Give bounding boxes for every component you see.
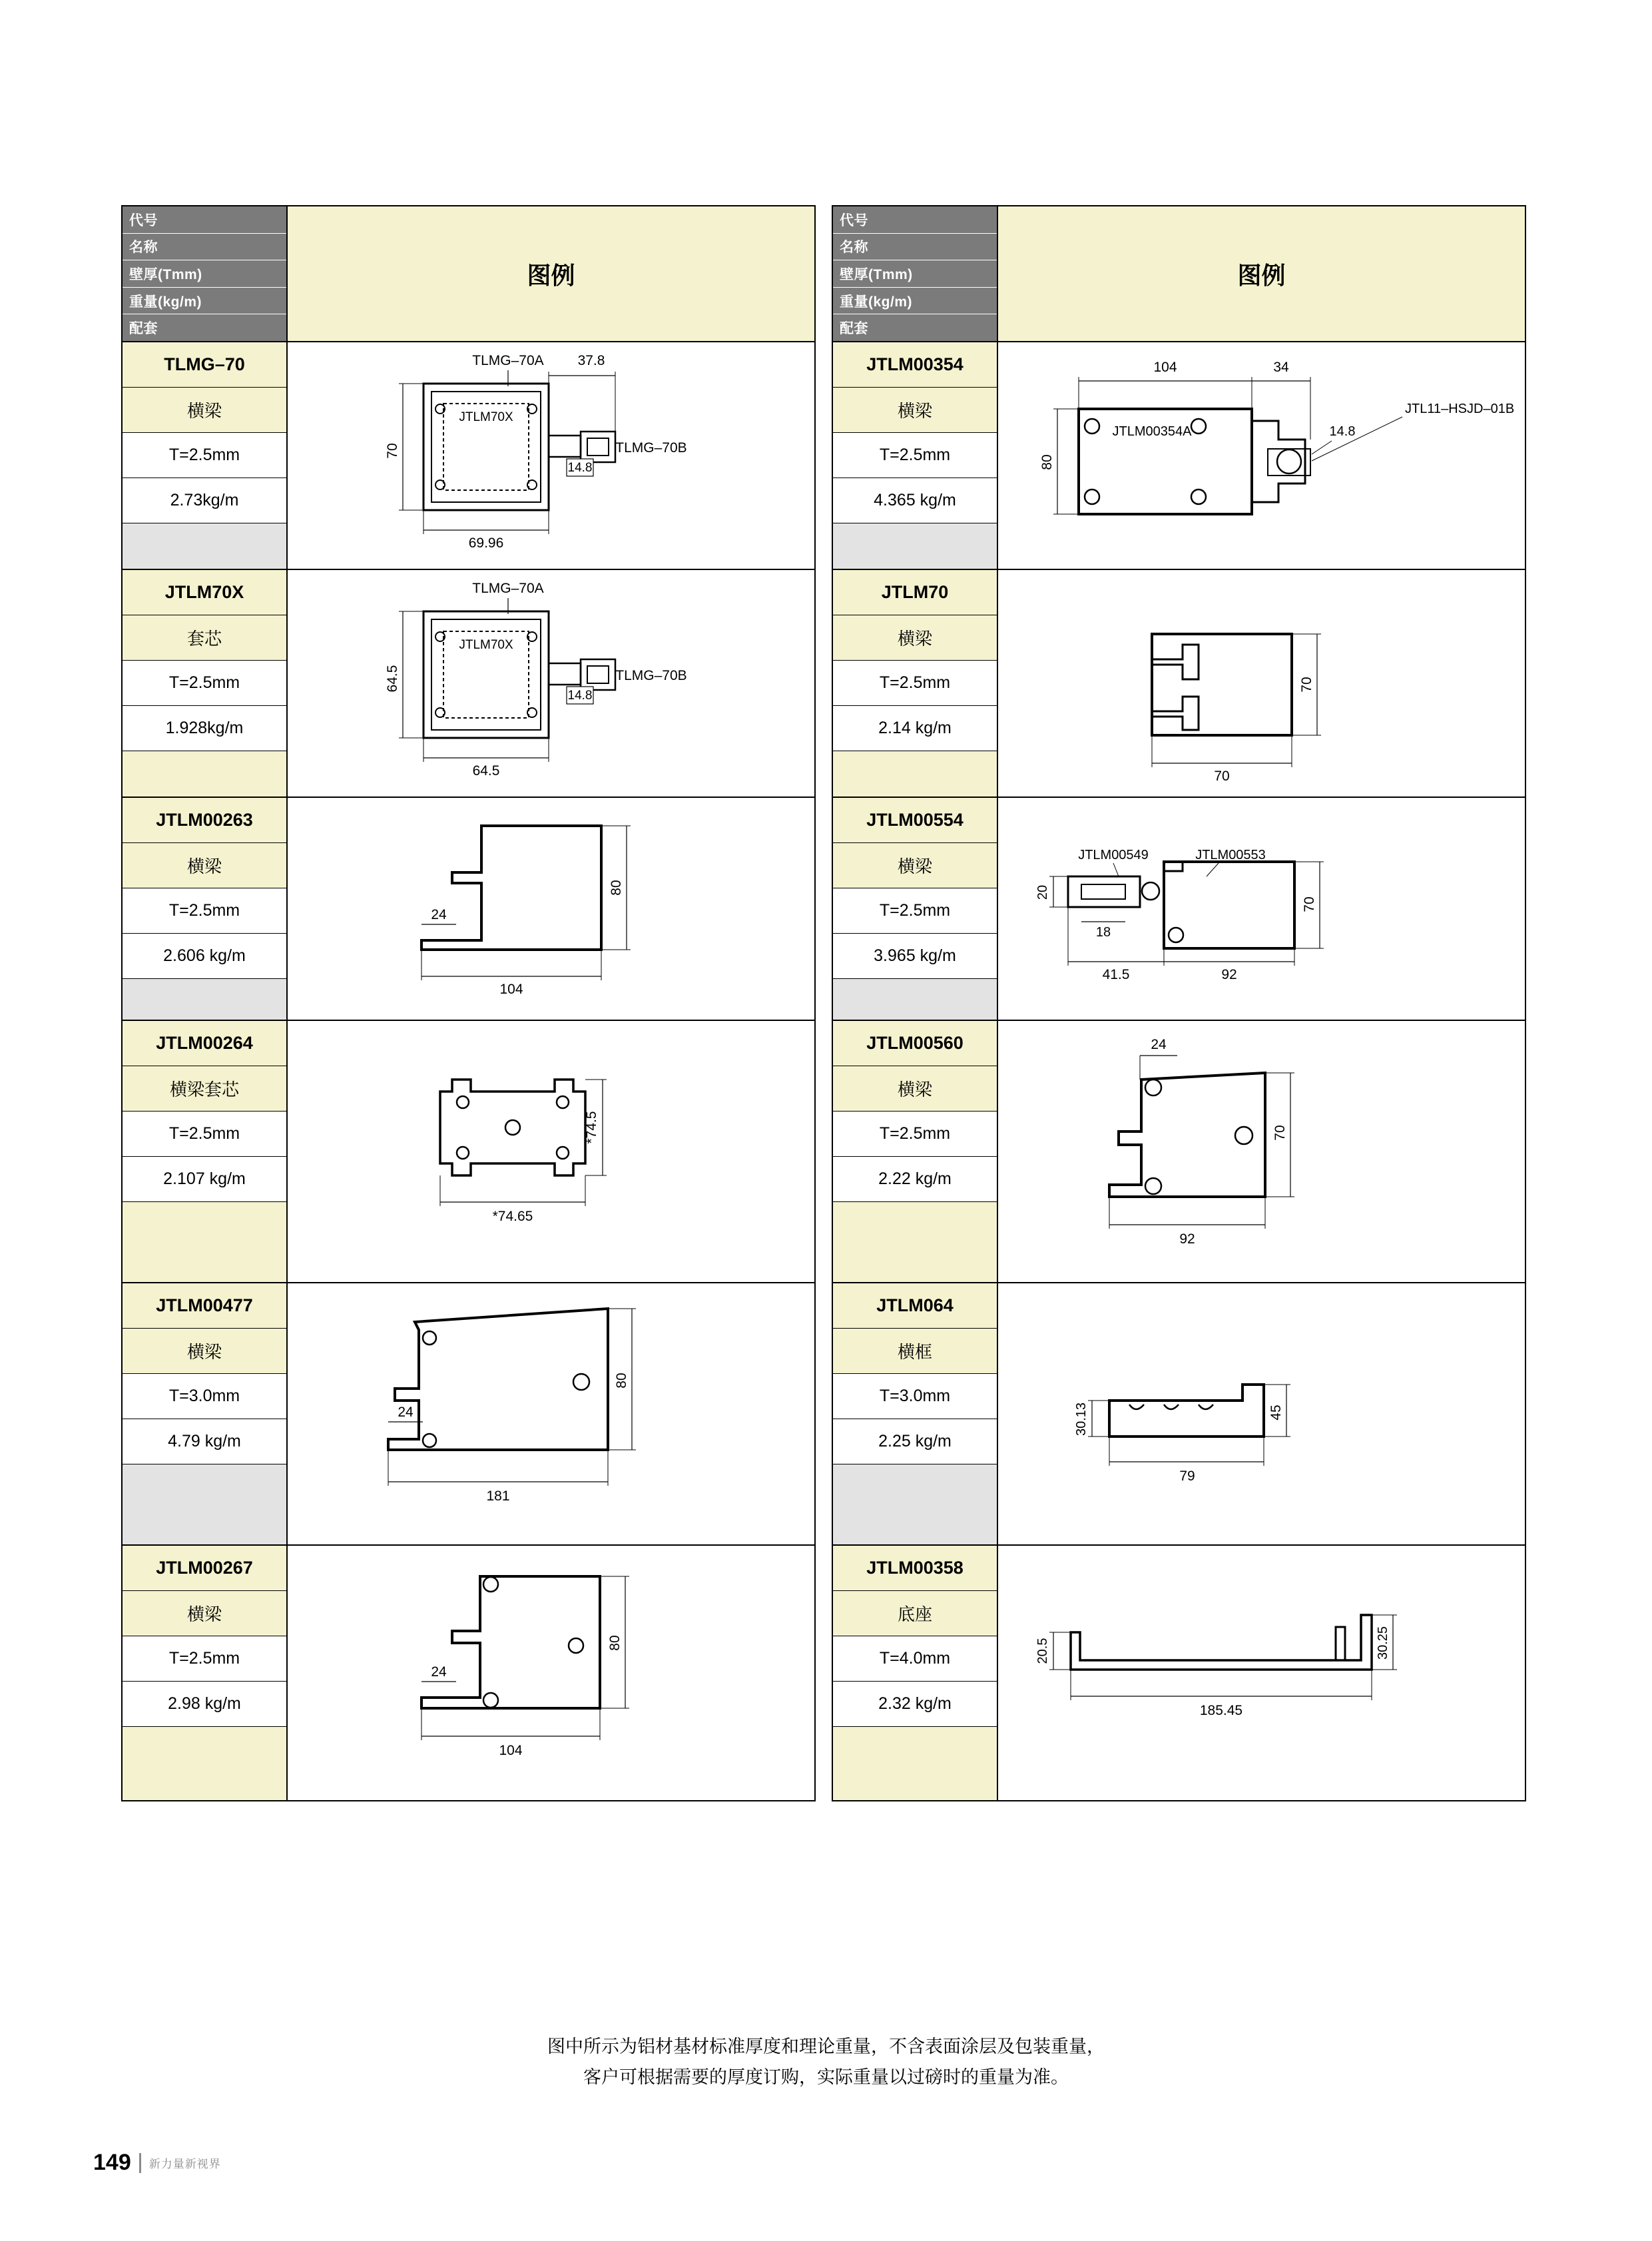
row-spec	[833, 1546, 998, 1800]
row-figure	[998, 798, 1525, 1020]
profile-pack	[123, 751, 286, 797]
profile-weight: 4.79 kg/m	[123, 1419, 286, 1464]
svg-text:JTLM00549: JTLM00549	[1078, 848, 1149, 862]
svg-text:185.45: 185.45	[1199, 1703, 1243, 1718]
row-spec	[123, 1546, 288, 1800]
profile-pack	[123, 979, 286, 1020]
svg-text:24: 24	[1151, 1037, 1167, 1052]
row-figure	[288, 1021, 814, 1282]
profile-weight: 1.928kg/m	[123, 706, 286, 751]
svg-text:64.5: 64.5	[472, 763, 500, 779]
svg-text:18: 18	[1095, 925, 1111, 940]
profile-name: 横梁	[123, 1329, 286, 1374]
row-figure	[288, 342, 814, 569]
profile-name: 横框	[833, 1329, 997, 1374]
profile-drawing-jtlm00267	[288, 1546, 814, 1800]
profile-thickness: T=2.5mm	[123, 888, 286, 934]
row-spec	[123, 1021, 288, 1282]
profile-code: TLMG–70	[123, 342, 286, 388]
profile-name: 横梁套芯	[123, 1066, 286, 1112]
profile-pack	[123, 523, 286, 569]
table-row	[833, 342, 1525, 570]
footer-divider	[139, 2153, 141, 2173]
row-spec	[833, 342, 998, 569]
profile-drawing-jtlm70	[998, 570, 1525, 797]
svg-text:69.96: 69.96	[468, 535, 504, 551]
profile-weight: 2.32 kg/m	[833, 1682, 997, 1727]
profile-name: 横梁	[833, 843, 997, 888]
svg-text:JTLM00354A: JTLM00354A	[1112, 424, 1192, 439]
profile-code: JTLM70X	[123, 570, 286, 615]
profile-thickness: T=2.5mm	[833, 433, 997, 478]
svg-text:TLMG–70B: TLMG–70B	[615, 440, 687, 456]
table-row	[833, 1283, 1525, 1546]
svg-text:80: 80	[609, 880, 624, 896]
svg-text:70: 70	[1214, 769, 1230, 784]
profile-drawing-jtlm00263	[288, 798, 814, 1020]
profile-table	[121, 205, 1526, 1801]
row-spec	[123, 342, 288, 569]
header-label-weight: 重量(kg/m)	[833, 288, 997, 315]
svg-text:24: 24	[398, 1405, 413, 1420]
svg-text:79: 79	[1179, 1468, 1195, 1484]
table-row	[123, 342, 814, 570]
svg-text:TLMG–70B: TLMG–70B	[615, 668, 687, 683]
header-label-name: 名称	[123, 234, 286, 261]
table-row	[123, 1021, 814, 1283]
profile-thickness: T=2.5mm	[833, 888, 997, 934]
profile-weight: 2.14 kg/m	[833, 706, 997, 751]
header-label-code: 代号	[123, 206, 286, 234]
footnote-line-2: 客户可根据需要的厚度订购，实际重量以过磅时的重量为准。	[583, 2067, 1069, 2087]
svg-text:24: 24	[431, 907, 447, 922]
footnote	[0, 2031, 1652, 2092]
table-column-left	[121, 205, 816, 1801]
profile-weight: 3.965 kg/m	[833, 934, 997, 979]
profile-name: 横梁	[833, 1066, 997, 1112]
profile-weight: 2.98 kg/m	[123, 1682, 286, 1727]
profile-thickness: T=3.0mm	[123, 1374, 286, 1419]
row-spec	[123, 570, 288, 797]
profile-weight: 2.73kg/m	[123, 478, 286, 523]
header-label-thickness: 壁厚(Tmm)	[833, 260, 997, 288]
row-figure	[998, 1546, 1525, 1800]
profile-code: JTLM00554	[833, 798, 997, 843]
profile-weight: 2.22 kg/m	[833, 1157, 997, 1202]
row-spec	[833, 798, 998, 1020]
profile-pack	[123, 1464, 286, 1544]
profile-code: JTLM00267	[123, 1546, 286, 1591]
header-labels	[123, 206, 288, 341]
table-header	[123, 206, 814, 342]
header-label-thickness: 壁厚(Tmm)	[123, 260, 286, 288]
row-figure	[288, 570, 814, 797]
profile-code: JTLM00264	[123, 1021, 286, 1066]
svg-text:14.8: 14.8	[1329, 424, 1356, 439]
profile-pack	[833, 1464, 997, 1544]
svg-text:104: 104	[1153, 360, 1177, 375]
profile-thickness: T=2.5mm	[123, 1112, 286, 1157]
svg-text:45: 45	[1268, 1405, 1284, 1421]
svg-text:14.8: 14.8	[567, 689, 593, 703]
svg-text:181: 181	[486, 1488, 510, 1504]
table-header	[833, 206, 1525, 342]
table-row	[833, 1546, 1525, 1800]
profile-code: JTLM00263	[123, 798, 286, 843]
profile-name: 横梁	[833, 615, 997, 661]
footnote-line-1: 图中所示为铝材基材标准厚度和理论重量，不含表面涂层及包装重量，	[547, 2037, 1105, 2057]
row-spec	[123, 1283, 288, 1544]
profile-code: JTLM064	[833, 1283, 997, 1329]
profile-name: 横梁	[833, 388, 997, 433]
svg-text:20: 20	[1035, 884, 1050, 900]
svg-text:*74.65: *74.65	[492, 1209, 533, 1224]
svg-text:70: 70	[385, 443, 400, 459]
profile-weight: 2.107 kg/m	[123, 1157, 286, 1202]
row-figure	[288, 1283, 814, 1544]
profile-pack	[123, 1202, 286, 1282]
row-figure	[998, 570, 1525, 797]
profile-drawing-jtlm00560	[998, 1021, 1525, 1282]
svg-text:30.13: 30.13	[1074, 1402, 1089, 1437]
profile-pack	[833, 1202, 997, 1282]
svg-text:24: 24	[431, 1664, 447, 1680]
header-labels	[833, 206, 998, 341]
svg-text:37.8: 37.8	[577, 353, 605, 368]
profile-thickness: T=2.5mm	[123, 1636, 286, 1682]
svg-text:JTLM70X: JTLM70X	[459, 410, 513, 424]
profile-drawing-jtlm70x	[288, 570, 814, 797]
svg-text:92: 92	[1221, 967, 1237, 982]
svg-text:TLMG–70A: TLMG–70A	[472, 353, 544, 368]
row-figure	[998, 1283, 1525, 1544]
row-spec	[833, 1283, 998, 1544]
profile-pack	[833, 523, 997, 569]
svg-text:41.5: 41.5	[1102, 967, 1130, 982]
profile-drawing-jtlm00554	[998, 798, 1525, 1020]
header-label-pack: 配套	[833, 314, 997, 341]
svg-text:JTLM00553: JTLM00553	[1195, 848, 1266, 862]
profile-drawing-jtlm00264	[288, 1021, 814, 1282]
svg-text:*74.5: *74.5	[584, 1111, 599, 1144]
row-spec	[833, 570, 998, 797]
row-figure	[288, 798, 814, 1020]
profile-thickness: T=4.0mm	[833, 1636, 997, 1682]
header-label-name: 名称	[833, 234, 997, 261]
svg-text:70: 70	[1272, 1125, 1288, 1141]
profile-code: JTLM00560	[833, 1021, 997, 1066]
profile-name: 横梁	[123, 843, 286, 888]
svg-text:70: 70	[1299, 677, 1314, 693]
profile-drawing-jtlm00477	[288, 1283, 814, 1544]
svg-text:104: 104	[499, 1743, 523, 1758]
profile-weight: 4.365 kg/m	[833, 478, 997, 523]
table-row	[123, 798, 814, 1021]
profile-pack	[123, 1727, 286, 1800]
profile-thickness: T=2.5mm	[123, 433, 286, 478]
profile-drawing-jtlm00354	[998, 342, 1525, 569]
row-spec	[123, 798, 288, 1020]
svg-text:TLMG–70A: TLMG–70A	[472, 581, 544, 596]
profile-thickness: T=2.5mm	[123, 661, 286, 706]
table-row	[833, 1021, 1525, 1283]
svg-text:92: 92	[1179, 1231, 1195, 1247]
row-figure	[998, 342, 1525, 569]
svg-text:14.8: 14.8	[567, 461, 593, 475]
page-footer	[93, 2150, 221, 2176]
profile-drawing-tlmg70	[288, 342, 814, 569]
profile-thickness: T=2.5mm	[833, 661, 997, 706]
svg-text:20.5: 20.5	[1035, 1638, 1050, 1664]
table-column-right	[832, 205, 1526, 1801]
svg-text:30.25: 30.25	[1376, 1626, 1390, 1660]
profile-drawing-jtlm00358	[998, 1546, 1525, 1800]
header-figure-title: 图例	[288, 206, 814, 341]
profile-weight: 2.25 kg/m	[833, 1419, 997, 1464]
svg-text:80: 80	[607, 1635, 623, 1651]
profile-code: JTLM00358	[833, 1546, 997, 1591]
table-row	[123, 1546, 814, 1800]
footer-brand: 新力量新视界	[148, 2158, 221, 2170]
profile-name: 底座	[833, 1591, 997, 1636]
row-spec	[833, 1021, 998, 1282]
table-row	[833, 570, 1525, 798]
svg-text:80: 80	[1039, 454, 1055, 470]
page-number: 149	[93, 2150, 131, 2175]
profile-drawing-jtlm064	[998, 1283, 1525, 1544]
profile-pack	[833, 979, 997, 1020]
profile-weight: 2.606 kg/m	[123, 934, 286, 979]
profile-code: JTLM70	[833, 570, 997, 615]
profile-pack	[833, 751, 997, 797]
profile-code: JTLM00477	[123, 1283, 286, 1329]
svg-text:34: 34	[1273, 360, 1289, 375]
header-label-weight: 重量(kg/m)	[123, 288, 286, 315]
svg-text:70: 70	[1302, 896, 1317, 912]
svg-text:64.5: 64.5	[385, 665, 400, 693]
row-figure	[998, 1021, 1525, 1282]
profile-pack	[833, 1727, 997, 1800]
header-label-pack: 配套	[123, 314, 286, 341]
svg-text:JTL11–HSJD–01B: JTL11–HSJD–01B	[1405, 402, 1515, 416]
profile-name: 横梁	[123, 1591, 286, 1636]
svg-text:104: 104	[499, 982, 523, 997]
row-figure	[288, 1546, 814, 1800]
header-label-code: 代号	[833, 206, 997, 234]
profile-thickness: T=2.5mm	[833, 1112, 997, 1157]
table-row	[123, 570, 814, 798]
svg-text:JTLM70X: JTLM70X	[459, 638, 513, 652]
profile-name: 横梁	[123, 388, 286, 433]
profile-name: 套芯	[123, 615, 286, 661]
header-figure-title: 图例	[998, 206, 1525, 341]
table-row	[123, 1283, 814, 1546]
svg-text:80: 80	[614, 1373, 629, 1389]
profile-code: JTLM00354	[833, 342, 997, 388]
table-row	[833, 798, 1525, 1021]
profile-thickness: T=3.0mm	[833, 1374, 997, 1419]
